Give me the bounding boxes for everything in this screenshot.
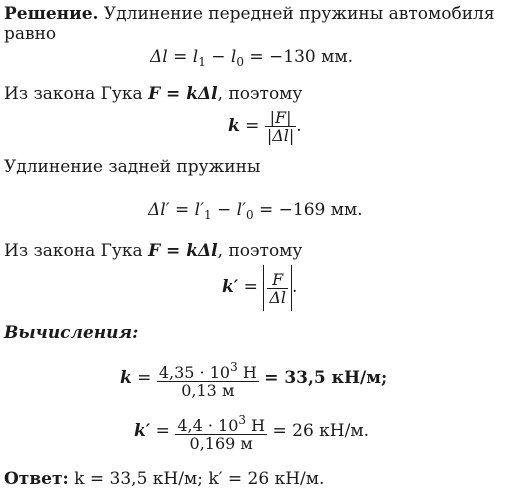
calc-heading-line — [4, 323, 138, 343]
kprime-lhs: k′ — [222, 277, 239, 297]
calc2-num-mantissa: 4,4 · 10 — [177, 415, 239, 435]
calc2-den: 0,169 м — [189, 433, 253, 453]
calc2-num-unit: Н — [246, 415, 266, 435]
hooke1-tail: , поэтому — [217, 84, 303, 104]
equation-rear-elongation: $\Delta l' = l'_1 - l'_0 = -169$ мм. — [148, 200, 363, 222]
eq2-rhs: = −169 мм. — [258, 200, 363, 220]
hooke1-formula: F = kΔl — [148, 84, 218, 104]
calc1-lhs: k — [120, 368, 132, 388]
hooke-line-2 — [4, 241, 302, 261]
eq1-l0: l — [230, 47, 237, 67]
eq2-l1-sub: 1 — [203, 208, 212, 222]
kprime-fraction — [267, 271, 288, 306]
calc2-lhs: k′ — [134, 421, 151, 441]
eq2-l0-sub: 0 — [245, 208, 254, 222]
calc-k: k = $\frac{4,35 \cdot 10^3 Н}{0,13 м}$ = 33,5 кН/м; — [120, 359, 388, 400]
k-num: |F| — [265, 109, 296, 127]
calc2-num — [175, 412, 267, 435]
k-den: |Δl| — [266, 126, 295, 145]
kprime-abs — [263, 265, 292, 311]
intro-line-2 — [4, 24, 56, 44]
hooke2-text: Из закона Гука — [4, 241, 149, 261]
kprime-formula: k′ = $\frac{F}{\Delta l}$ . — [222, 264, 297, 311]
calc1-result: = 33,5 кН/м; — [264, 368, 388, 388]
calc-heading: Вычисления: — [4, 323, 139, 343]
answer-text: k = 33,5 кН/м; k′ = 26 кН/м. — [68, 469, 325, 489]
k-formula: k = $\frac{|F|}{|\Delta l|}$ . — [228, 108, 302, 145]
calc-kprime: k′ = $\frac{4,4 \cdot 10^3 Н}{0,169 м}$ = 26 кН/м. — [134, 412, 369, 453]
equation-front-elongation: $\Delta l = l_1 - l_0 = -130$ мм. — [150, 47, 353, 69]
calc2-fraction — [175, 412, 267, 452]
intro-line-1 — [4, 4, 495, 24]
eq1-l1-sub: 1 — [198, 55, 206, 69]
calc2-result: = 26 кН/м. — [272, 421, 369, 441]
hooke2-tail: , поэтому — [217, 241, 303, 261]
calc1-num — [157, 359, 259, 382]
eq1-lhs: Δl — [150, 47, 168, 67]
hooke-line-1 — [4, 84, 302, 104]
eq1-l1: l — [192, 47, 199, 67]
kprime-den: Δl — [269, 287, 286, 307]
rear-text-line — [4, 157, 260, 177]
answer-label: Ответ: — [4, 469, 69, 489]
kprime-num: F — [267, 271, 288, 289]
calc1-fraction — [157, 359, 259, 399]
eq2-l1: l′ — [194, 200, 204, 220]
eq2-l0: l′ — [236, 200, 246, 220]
eq1-rhs: = −130 мм. — [249, 47, 353, 67]
intro-text-2: равно — [4, 24, 57, 44]
rear-text: Удлинение задней пружины — [4, 157, 261, 177]
calc1-den: 0,13 м — [181, 380, 235, 400]
hooke1-text: Из закона Гука — [4, 84, 149, 104]
intro-text-1: Удлинение передней пружины автомобиля — [98, 4, 495, 24]
eq2-lhs: Δl′ — [148, 200, 170, 220]
eq1-l0-sub: 0 — [236, 55, 244, 69]
calc1-num-exp: 3 — [230, 359, 238, 374]
hooke2-formula: F = kΔl — [148, 241, 218, 261]
calc1-num-mantissa: 4,35 · 10 — [158, 362, 231, 382]
calc1-num-unit: Н — [237, 362, 257, 382]
calc2-num-exp: 3 — [238, 412, 247, 427]
answer-line — [4, 469, 324, 489]
k-lhs: k — [228, 116, 240, 136]
solution-heading: Решение. — [4, 4, 99, 24]
k-fraction — [265, 109, 296, 144]
